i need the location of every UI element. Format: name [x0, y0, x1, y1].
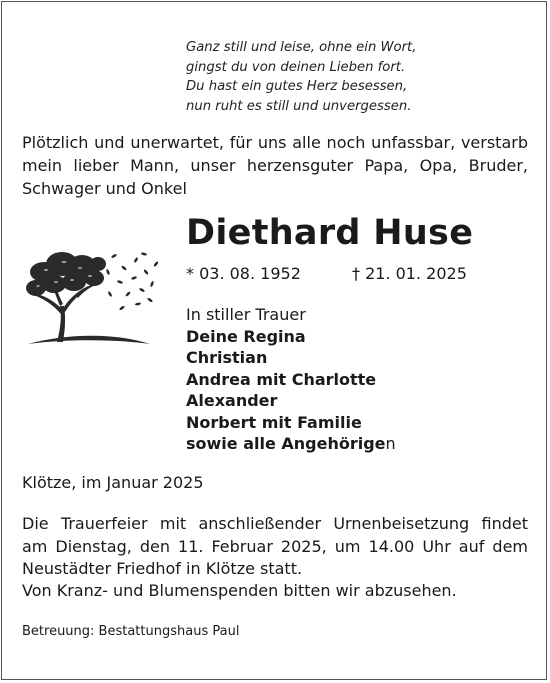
- poem-line: nun ruht es still und unvergessen.: [186, 98, 412, 114]
- ceremony-line: Neustädter Friedhof in Klötze statt.: [22, 559, 303, 578]
- mourner-name: Deine Regina: [186, 326, 306, 346]
- mourner-name: Christian: [186, 348, 268, 367]
- intro-line: Plötzlich und unerwartet, für uns alle noch unfassbar, verstarb: [22, 133, 528, 152]
- poem-line: gingst du von deinen Lieben fort.: [186, 59, 406, 75]
- mourners-block: [186, 304, 396, 455]
- tree-with-falling-leaves-icon: [24, 242, 162, 350]
- poem-line: Du hast ein gutes Herz besessen,: [186, 79, 408, 95]
- mourner-name: sowie alle Angehörige: [186, 434, 386, 453]
- mourner-name: Alexander: [186, 391, 278, 410]
- flowers-note: Von Kranz- und Blumenspenden bitten wir abzusehen.: [22, 581, 457, 600]
- poem-line: Ganz still und leise, ohne ein Wort,: [186, 40, 417, 55]
- mourners-heading: In stiller Trauer: [186, 305, 306, 324]
- intro-line: mein lieber Mann, unser herzensguter Papa, Opa, Bruder,: [22, 156, 528, 175]
- poem: [186, 38, 516, 116]
- birth-date: * 03. 08. 1952: [186, 264, 301, 283]
- ceremony-line: am Dienstag, den 11. Februar 2025, um 14.00 Uhr auf dem: [22, 536, 528, 556]
- mourner-last-line: [186, 433, 396, 455]
- mourner-name-suffix: n: [385, 434, 396, 453]
- intro-line: Schwager und Onkel: [22, 179, 187, 198]
- mourner-name: Norbert mit Familie: [186, 412, 362, 432]
- ceremony-line: Die Trauerfeier mit anschließender Urnenbeisetzung findet: [22, 514, 528, 533]
- ceremony-text: [22, 513, 528, 581]
- death-date: † 21. 01. 2025: [352, 264, 467, 283]
- funeral-home-credit: Betreuung: Bestattungshaus Paul: [22, 624, 240, 639]
- place-date: Klötze, im Januar 2025: [22, 473, 204, 492]
- mourner-name: Andrea mit Charlotte: [186, 369, 377, 389]
- deceased-name: Diethard Huse: [186, 213, 474, 253]
- intro-text: [22, 131, 528, 200]
